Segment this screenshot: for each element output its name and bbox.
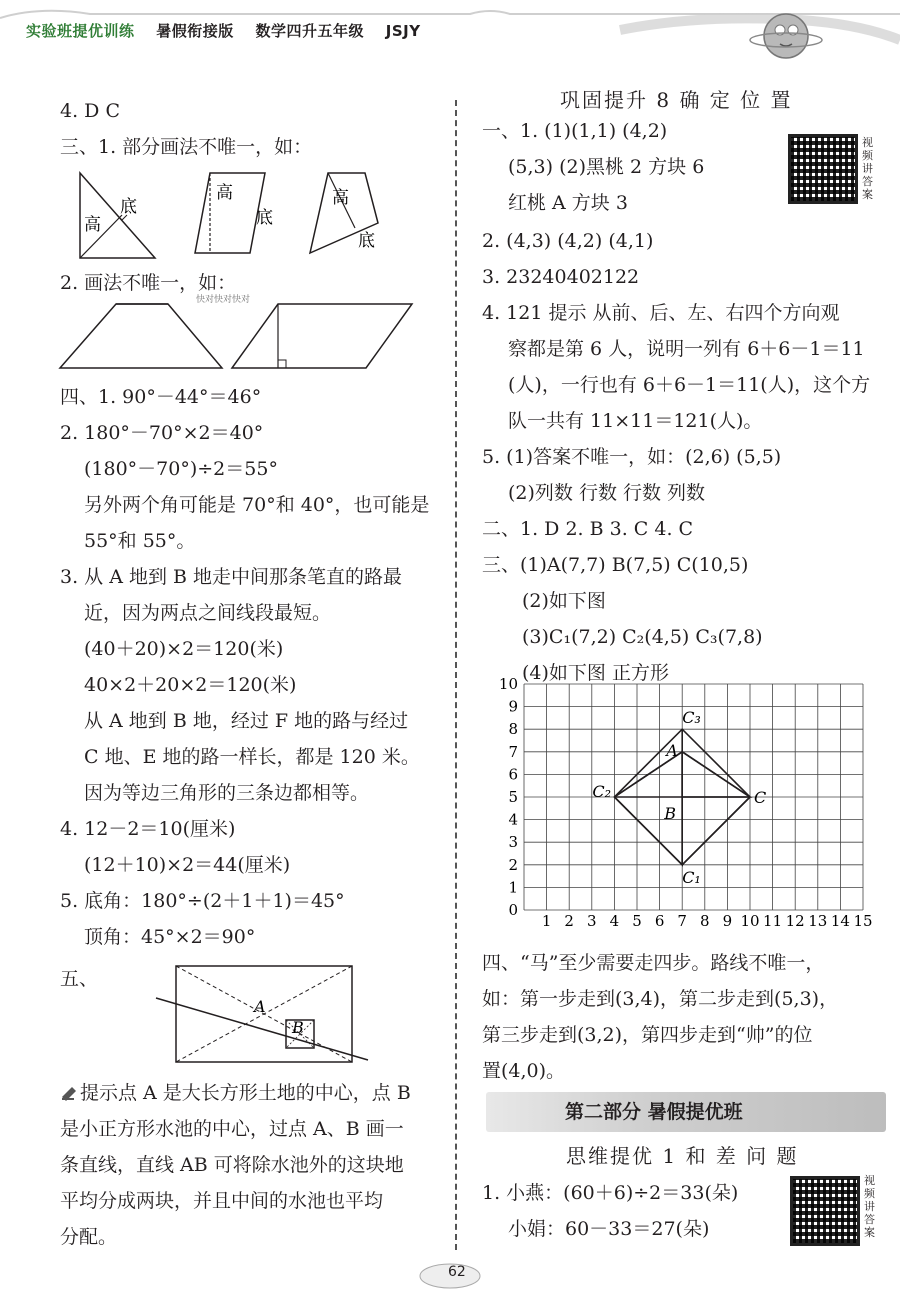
answer-line: 因为等边三角形的三条边都相等。 xyxy=(84,782,370,804)
hint-line: 提示点 A 是大长方形土地的中心，点 B xyxy=(80,1082,411,1104)
para-base-label: 底 xyxy=(256,208,273,228)
trapezoid-parallelogram-figure xyxy=(56,298,416,374)
hint-line: 是小正方形水池的中心，过点 A、B 画一 xyxy=(60,1118,404,1140)
x-tick-label: 3 xyxy=(587,912,597,930)
y-tick-label: 7 xyxy=(508,742,518,761)
header-edition: 暑假衔接版 xyxy=(156,22,234,40)
answer-line: (3)C₁(7,2) C₂(4,5) C₃(7,8) xyxy=(522,626,763,648)
answer-line: 三、(1)A(7,7) B(7,5) C(10,5) xyxy=(482,554,749,576)
answer-line: 队一共有 11×11＝121(人)。 xyxy=(508,410,763,432)
y-tick-label: 8 xyxy=(508,720,518,739)
point-label-c3: C₃ xyxy=(682,708,701,728)
watermark-small: 快对快对快对 xyxy=(196,295,251,305)
x-tick-label: 7 xyxy=(677,912,687,930)
answer-line: 四、1. 90°－44°＝46° xyxy=(60,386,262,408)
qr-code-icon xyxy=(790,1176,860,1246)
tri-base-label: 底 xyxy=(120,197,137,217)
point-label-c1: C₁ xyxy=(682,867,701,887)
x-tick-label: 9 xyxy=(722,912,733,930)
answer-line: 另外两个角可能是 70°和 40°，也可能是 xyxy=(84,494,430,516)
answer-line: (40＋20)×2＝120(米) xyxy=(84,638,284,660)
answer-line: 二、1. D 2. B 3. C 4. C xyxy=(482,518,694,540)
answer-line: (2)如下图 xyxy=(522,590,606,612)
answer-line: 如：第一步走到(3,4)，第二步走到(5,3)， xyxy=(482,988,839,1010)
point-label-a: A xyxy=(666,740,678,760)
x-tick-label: 5 xyxy=(632,912,642,930)
answer-line: 一、1. (1)(1,1) (4,2) xyxy=(482,120,668,142)
qr-label: 视频讲答案 xyxy=(864,1174,875,1239)
x-tick-label: 4 xyxy=(609,912,620,930)
hint-pen-icon xyxy=(60,1083,80,1101)
answer-line: (2)列数 行数 行数 列数 xyxy=(508,482,706,504)
point-b-label: B xyxy=(292,1018,304,1037)
answer-line: 2. 画法不唯一，如： xyxy=(60,272,237,294)
section-title-2: 思维提优 1 和 差 问 题 xyxy=(566,1144,799,1168)
header-code: JSJY xyxy=(385,22,421,40)
hint-line: 分配。 xyxy=(60,1226,118,1248)
y-tick-label: 6 xyxy=(508,765,518,784)
answer-line: 2. 180°－70°×2＝40° xyxy=(60,422,264,444)
answer-line: 顶角：45°×2＝90° xyxy=(84,926,256,948)
x-tick-label: 11 xyxy=(763,912,783,930)
y-tick-label: 1 xyxy=(508,878,518,897)
segment-line xyxy=(682,797,750,865)
answer-line: 3. 23240402122 xyxy=(482,266,640,288)
header-text xyxy=(26,20,437,41)
answer-line: (12＋10)×2＝44(厘米) xyxy=(84,854,291,876)
x-tick-label: 8 xyxy=(700,912,710,930)
y-tick-label: 9 xyxy=(508,697,518,716)
rectangle-pond-figure xyxy=(150,962,380,1072)
answer-line: C 地、E 地的路一样长，都是 120 米。 xyxy=(84,746,420,768)
x-tick-label: 13 xyxy=(808,912,828,930)
answer-line: 3. 从 A 地到 B 地走中间那条笔直的路最 xyxy=(60,566,403,588)
answer-line: 1. 小燕：(60＋6)÷2＝33(朵) xyxy=(482,1182,739,1204)
x-tick-label: 10 xyxy=(740,912,760,930)
answer-line: 40×2＋20×2＝120(米) xyxy=(84,674,297,696)
answer-line: 四、“马”至少需要走四步。路线不唯一， xyxy=(482,952,825,974)
point-label-c: C xyxy=(754,788,767,807)
para-height-label: 高 xyxy=(216,183,233,203)
column-divider xyxy=(455,100,457,1250)
answer-line: (180°－70°)÷2＝55° xyxy=(84,458,278,480)
answer-line: 5. (1)答案不唯一，如：(2,6) (5,5) xyxy=(482,446,782,468)
tri-height-label: 高 xyxy=(84,215,101,235)
qr-code-icon xyxy=(788,134,858,204)
answer-line: 置(4,0)。 xyxy=(482,1060,566,1082)
answer-line: 近，因为两点之间线段最短。 xyxy=(84,602,332,624)
answer-line: 三、1. 部分画法不唯一，如： xyxy=(60,136,313,158)
answer-line: 五、 xyxy=(60,968,99,990)
y-tick-label: 10 xyxy=(498,675,518,693)
header-brand: 实验班提优训练 xyxy=(26,22,135,40)
header-subject: 数学四升五年级 xyxy=(255,22,365,40)
answer-line: 55°和 55°。 xyxy=(84,530,196,552)
point-label-b: B xyxy=(664,804,676,823)
y-tick-label: 4 xyxy=(508,810,518,829)
coordinate-grid-figure xyxy=(498,675,873,942)
answer-line: 红桃 A 方块 3 xyxy=(508,192,628,214)
y-tick-label: 2 xyxy=(508,855,518,874)
answer-line: 小娟：60－33＝27(朵) xyxy=(508,1218,710,1240)
y-tick-label: 0 xyxy=(508,901,518,919)
y-tick-label: 5 xyxy=(508,788,518,806)
x-tick-label: 12 xyxy=(785,912,805,930)
hint-line: 平均分成两块，并且中间的水池也平均 xyxy=(60,1190,384,1212)
trap-height-label: 高 xyxy=(332,188,349,208)
y-tick-label: 3 xyxy=(508,833,518,852)
x-tick-label: 15 xyxy=(853,912,873,930)
x-tick-label: 6 xyxy=(654,912,665,930)
answer-line: (5,3) (2)黑桃 2 方块 6 xyxy=(508,156,705,178)
answer-line: 5. 底角：180°÷(2＋1＋1)＝45° xyxy=(60,890,345,912)
trap-base-label: 底 xyxy=(358,231,375,251)
qr-label: 视频讲答案 xyxy=(862,136,873,201)
point-a-label: A xyxy=(254,997,266,1016)
answer-line: 2. (4,3) (4,2) (4,1) xyxy=(482,230,654,252)
x-tick-label: 14 xyxy=(830,912,850,930)
x-tick-label: 1 xyxy=(541,912,552,930)
section-title: 巩固提升 8 确 定 位 置 xyxy=(560,88,793,112)
part-banner-text: 第二部分 暑假提优班 xyxy=(565,1101,743,1123)
x-tick-label: 2 xyxy=(564,912,574,930)
answer-line: (4)如下图 正方形 xyxy=(522,662,669,684)
point-label-c2: C₂ xyxy=(592,782,612,801)
answer-line: 4. D C xyxy=(60,100,120,122)
answer-line: (人)，一行也有 6＋6－1＝11(人)，这个方 xyxy=(508,374,871,396)
answer-line: 从 A 地到 B 地，经过 F 地的路与经过 xyxy=(84,710,409,732)
page-header xyxy=(0,0,900,62)
answer-line: 4. 12－2＝10(厘米) xyxy=(60,818,236,840)
page-number: 62 xyxy=(448,1264,466,1280)
answer-line: 第三步走到(3,2)，第四步走到“帅”的位 xyxy=(482,1024,813,1046)
hint-line: 条直线，直线 AB 可将除水池外的这块地 xyxy=(60,1154,404,1176)
height-drawing-figure xyxy=(60,168,390,268)
answer-line: 察都是第 6 人，说明一列有 6＋6－1＝11 xyxy=(508,338,865,360)
answer-line: 4. 121 提示 从前、后、左、右四个方向观 xyxy=(482,302,840,324)
